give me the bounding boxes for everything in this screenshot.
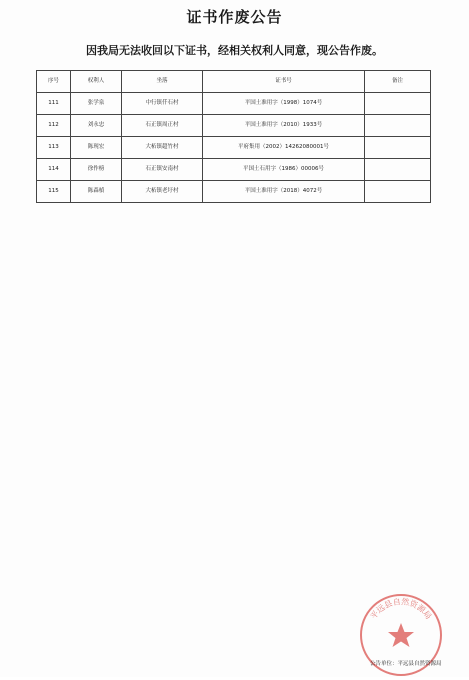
- seal-star-icon: [388, 623, 414, 647]
- header-holder: 权利人: [71, 71, 122, 93]
- cell-note: [365, 137, 431, 159]
- cell-location: 中行镇仟石村: [122, 93, 203, 115]
- table-row: [37, 115, 431, 137]
- cell-no: 113: [37, 137, 71, 159]
- cell-no: 115: [37, 181, 71, 203]
- cell-holder: 刘永忠: [71, 115, 122, 137]
- table-row: [37, 159, 431, 181]
- cell-cert: 平府集用（2002）14262080001号: [203, 137, 365, 159]
- header-location: 坐落: [122, 71, 203, 93]
- cell-cert: 平国土准用字（2018）4072号: [203, 181, 365, 203]
- cell-no: 114: [37, 159, 71, 181]
- publishing-unit: 公告单位：平远县自然资源局: [370, 661, 442, 667]
- cell-location: 大柘镇超竹村: [122, 137, 203, 159]
- table-row: [37, 181, 431, 203]
- cell-location: 石正镇安南村: [122, 159, 203, 181]
- cell-no: 112: [37, 115, 71, 137]
- cell-location: 大柘镇老圩村: [122, 181, 203, 203]
- cell-location: 石正镇周正村: [122, 115, 203, 137]
- seal-text: 平远县自然资源局: [368, 597, 434, 621]
- cell-no: 111: [37, 93, 71, 115]
- cell-holder: 徐作榜: [71, 159, 122, 181]
- cell-note: [365, 159, 431, 181]
- table-header-row: [37, 71, 431, 93]
- cell-holder: 陈现宏: [71, 137, 122, 159]
- page-title: 证书作废公告: [186, 8, 283, 26]
- certificate-table: [36, 70, 431, 203]
- cell-note: [365, 93, 431, 115]
- cell-cert: 平国土准用字（2010）1933号: [203, 115, 365, 137]
- table-row: [37, 93, 431, 115]
- cell-cert: 平国土准用字（1998）1074号: [203, 93, 365, 115]
- cell-cert: 平国土石用字（1986）00006号: [203, 159, 365, 181]
- notice-subtitle: 因我局无法收回以下证书，经相关权利人同意，现公告作废。: [86, 44, 383, 57]
- header-note: 备注: [365, 71, 431, 93]
- header-no: 序号: [37, 71, 71, 93]
- cell-holder: 张学泉: [71, 93, 122, 115]
- table-row: [37, 137, 431, 159]
- cell-note: [365, 181, 431, 203]
- cell-holder: 陈森楨: [71, 181, 122, 203]
- header-cert: 证书号: [203, 71, 365, 93]
- cell-note: [365, 115, 431, 137]
